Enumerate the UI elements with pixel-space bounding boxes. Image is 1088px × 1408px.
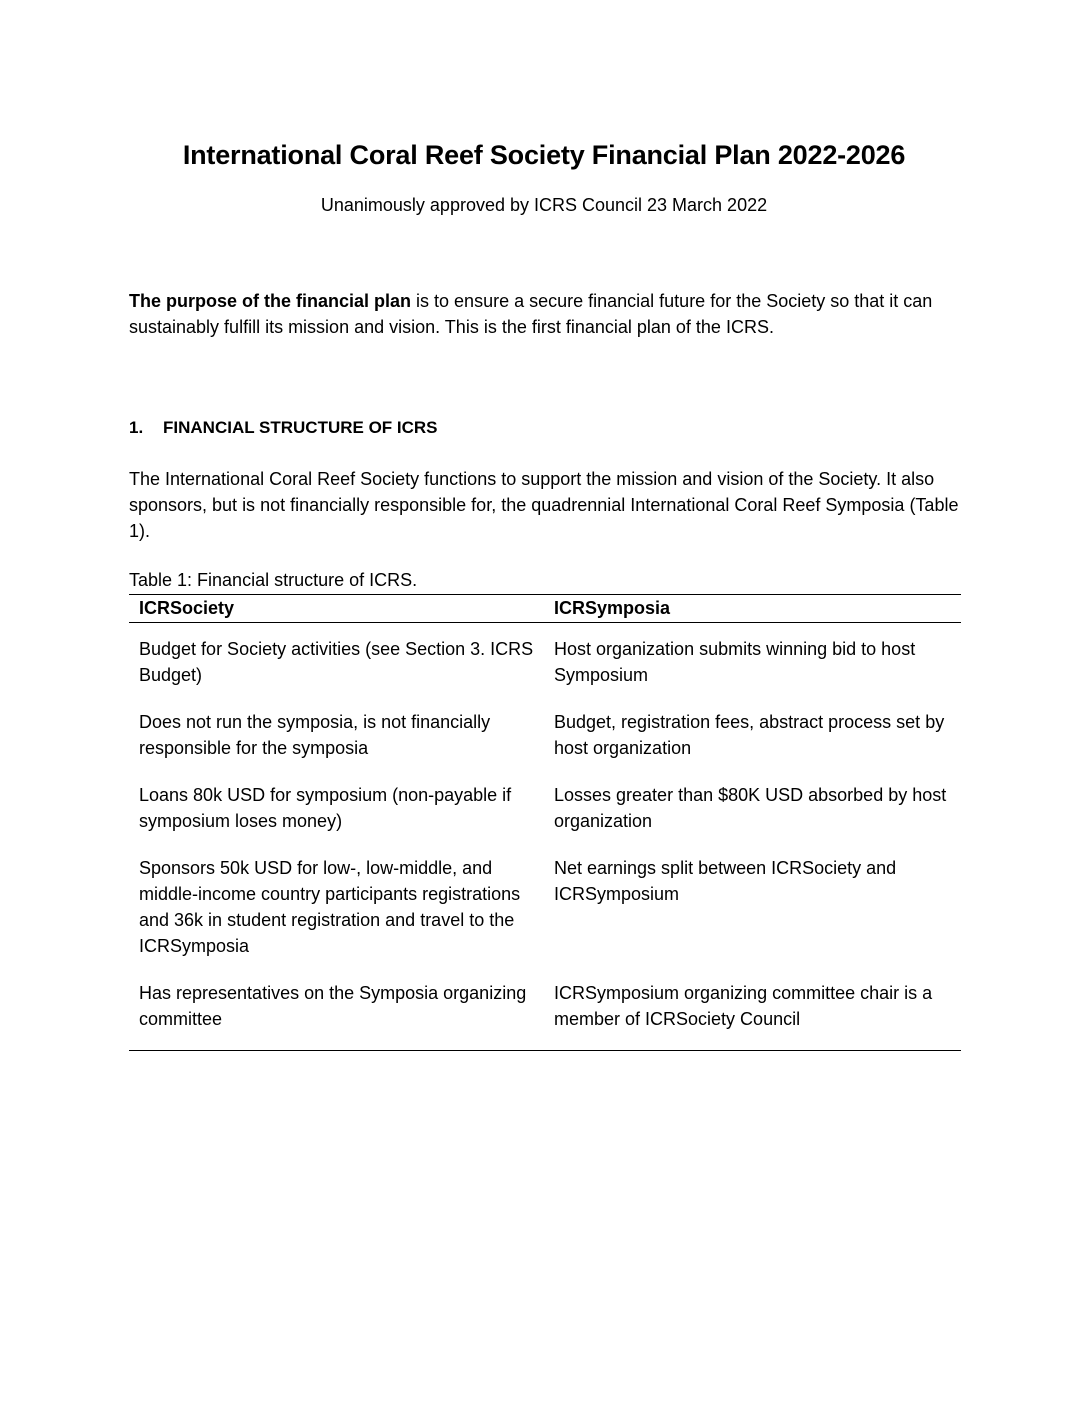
table-cell: Sponsors 50k USD for low-, low-middle, and middle-income country participants registrations and 36k in student registration and travel to the ICRSymposia <box>139 858 521 956</box>
table-cell: Loans 80k USD for symposium (non-payable if symposium loses money) <box>139 785 512 831</box>
table-row <box>129 623 961 697</box>
purpose-paragraph <box>129 288 969 340</box>
table-cell: ICRSymposium organizing committee chair is a member of ICRSociety Council <box>544 967 961 1051</box>
table-cell: Budget for Society activities (see Section 3. ICRS Budget) <box>139 639 534 685</box>
table-row <box>129 967 961 1051</box>
section-title: FINANCIAL STRUCTURE OF ICRS <box>163 418 438 437</box>
table-row <box>129 696 961 769</box>
table-cell: Host organization submits winning bid to host Symposium <box>554 639 916 685</box>
table-caption: Table 1: Financial structure of ICRS. <box>129 570 418 590</box>
table-header-row <box>129 595 961 623</box>
document-title: International Coral Reef Society Financial Plan 2022-2026 <box>182 140 906 170</box>
table-header-symposia: ICRSymposia <box>544 595 961 623</box>
purpose-lead: The purpose of the financial plan <box>129 291 412 311</box>
document-subtitle: Unanimously approved by ICRS Council 23 March 2022 <box>320 195 768 215</box>
table-cell: Net earnings split between ICRSociety and ICRSymposium <box>554 858 897 904</box>
table-row <box>129 769 961 842</box>
table-cell: Losses greater than $80K USD absorbed by host organization <box>554 785 947 831</box>
table-cell: Does not run the symposia, is not financially responsible for the symposia <box>139 712 491 758</box>
purpose-text: is to ensure a secure financial future for the Society so that it can sustainably fulfill its mission and vision. This is the first financial plan of the ICRS. <box>129 291 933 337</box>
section-intro: The International Coral Reef Society functions to support the mission and vision of the Society. It also sponsors, but is not financially responsible for, the quadrennial International Coral Reef Symposia (Table 1). <box>129 469 959 541</box>
section-number: 1. <box>129 418 144 437</box>
table-cell: Has representatives on the Symposia organizing committee <box>129 967 544 1051</box>
section-heading <box>129 418 438 438</box>
financial-structure-table <box>129 594 961 1051</box>
table-row <box>129 842 961 967</box>
table-header-society: ICRSociety <box>129 595 544 623</box>
table-cell: Budget, registration fees, abstract process set by host organization <box>554 712 945 758</box>
